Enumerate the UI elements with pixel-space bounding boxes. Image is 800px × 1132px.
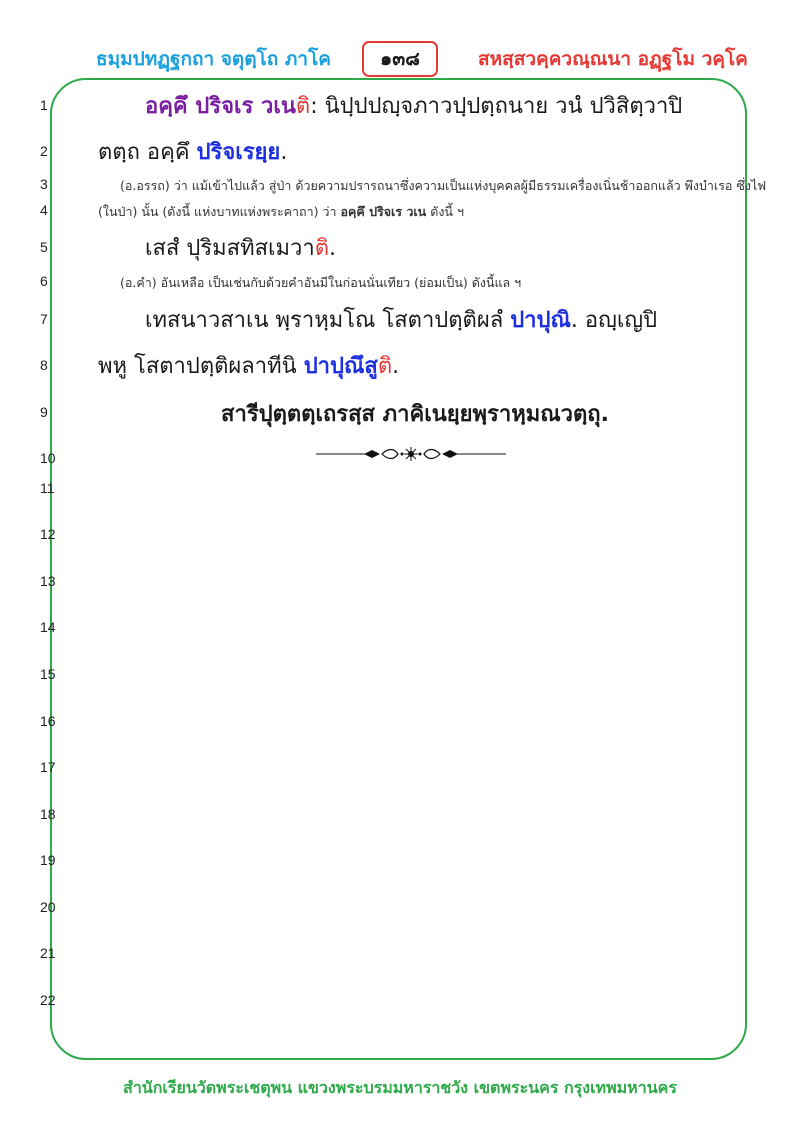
- header-right-title: สหสฺสวคฺควณฺณนา อฏฺฐโม วคฺโค: [478, 48, 748, 70]
- text-run: : นิปฺปปญฺจภาวปฺปตฺถนาย วนํ ปวิสิตฺวาปิ: [310, 94, 683, 119]
- iti-particle: ติ: [377, 354, 393, 379]
- text-line-1: [145, 88, 682, 123]
- translation-line-6: (อ.คำ) อันเหลือ เป็นเช่นกับด้วยคำอันมีในก่อนนั่นเทียว (ย่อมเป็น) ดังนี้แล ฯ: [120, 275, 522, 290]
- text-line-8: [98, 348, 399, 383]
- line-number: 22: [40, 992, 56, 1008]
- pali-keyword: อคฺคึ ปริจเร วเน: [145, 94, 296, 119]
- line-number: 18: [40, 806, 56, 822]
- line-number: 21: [40, 945, 56, 961]
- translation-line-4: [98, 202, 464, 222]
- line-number: 1: [40, 97, 48, 113]
- line-number: 19: [40, 852, 56, 868]
- text-run: .: [329, 236, 337, 261]
- text-run: (ในป่า) นั้น (ดังนี้ แห่งบาทแห่งพระคาถา) ว่า: [98, 204, 341, 219]
- text-run: .: [280, 140, 288, 165]
- line-number: 10: [40, 450, 56, 466]
- line-number: 14: [40, 619, 56, 635]
- translation-line-3: (อ.อรรถ) ว่า แม้เข้าไปแล้ว สู่ป่า ด้วยความปรารถนาซึ่งความเป็นแห่งบุคคลผู้มีธรรมเครื่องเนิ่นช้าออกแล้ว พึงบำเรอ ซึ่งไฟ: [120, 178, 767, 193]
- line-number: 13: [40, 573, 56, 589]
- ornament-divider-icon: [316, 446, 506, 462]
- text-run: เสสํ ปุริมสทิสเมวา: [145, 236, 315, 261]
- line-number: 2: [40, 143, 48, 159]
- iti-particle: ติ: [295, 94, 311, 119]
- text-run: พหู โสตาปตฺติผลาทีนิ: [98, 354, 304, 379]
- verb-highlight: ปาปุณึสู: [303, 354, 378, 379]
- content-frame: [50, 78, 747, 1060]
- line-number: 9: [40, 404, 48, 420]
- text-run: ดังนี้ ฯ: [426, 204, 464, 219]
- line-number: 5: [40, 239, 48, 255]
- footer-institution: สำนักเรียนวัดพระเชตุพน แขวงพระบรมมหาราชวัง เขตพระนคร กรุงเทพมหานคร: [123, 1078, 677, 1097]
- verb-highlight: ปริจเรยฺย: [196, 140, 281, 165]
- text-line-5: [145, 230, 336, 265]
- header-left-title: ธมฺมปทฏฺฐกถา จตุตฺโถ ภาโค: [96, 48, 332, 70]
- line-number: 7: [40, 311, 48, 327]
- line-number: 17: [40, 759, 56, 775]
- line-number: 12: [40, 526, 56, 542]
- line-number: 4: [40, 202, 48, 218]
- line-number: 20: [40, 899, 56, 915]
- text-run: . อญฺเญปิ: [570, 308, 658, 333]
- text-run: .: [392, 354, 400, 379]
- text-line-2: [98, 134, 287, 169]
- line-number: 3: [40, 176, 48, 192]
- line-number: 11: [40, 480, 55, 496]
- verb-highlight: ปาปุณิ: [510, 308, 571, 333]
- page-number: ๑๓๘: [380, 48, 420, 70]
- line-number: 6: [40, 273, 48, 289]
- line-number: 15: [40, 666, 56, 682]
- story-title: สารีปุตฺตตฺเถรสฺส ภาคิเนยฺยพฺราหฺมณวตฺถุ.: [221, 402, 609, 427]
- line-number: 8: [40, 357, 48, 373]
- text-line-7: [145, 302, 657, 337]
- text-run: ตตฺถ อคฺคึ: [98, 140, 197, 165]
- pali-keyword-bold: อคฺคึ ปริจเร วเน: [340, 204, 427, 219]
- line-number: 16: [40, 713, 56, 729]
- text-run: เทสนาวสาเน พฺราหฺมโณ โสตาปตฺติผลํ: [145, 308, 511, 333]
- page-number-box: [362, 41, 438, 77]
- iti-particle: ติ: [314, 236, 330, 261]
